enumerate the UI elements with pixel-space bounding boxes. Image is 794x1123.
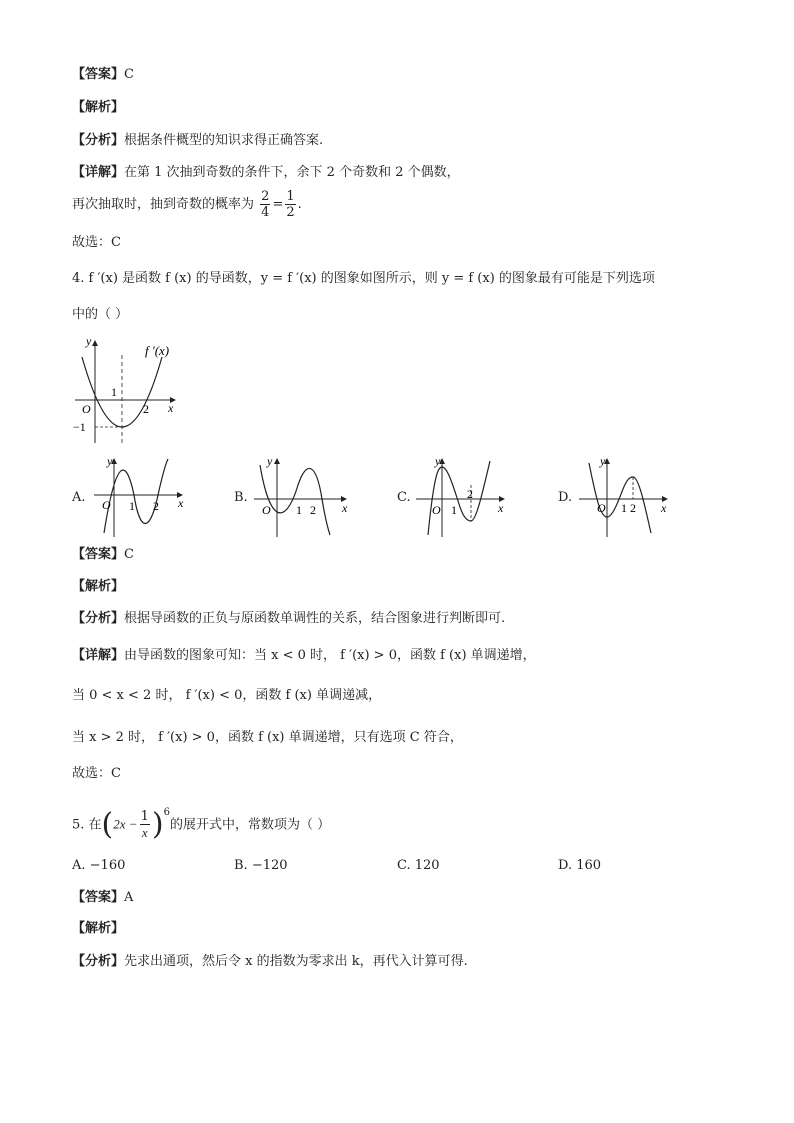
option-a-graph[interactable] bbox=[92, 455, 187, 540]
q3-answer-line bbox=[72, 66, 134, 84]
svg-text:O: O bbox=[102, 498, 111, 512]
option-b-label: B. bbox=[234, 490, 248, 505]
option-d-graph[interactable] bbox=[577, 455, 672, 540]
label-origin: O bbox=[82, 402, 91, 416]
q5-expr: 2x − bbox=[113, 816, 138, 832]
q4-jiexi-line bbox=[72, 578, 124, 596]
svg-text:O: O bbox=[597, 501, 606, 515]
svg-text:y: y bbox=[600, 455, 606, 468]
q5-stem-line bbox=[72, 806, 330, 840]
svg-text:2: 2 bbox=[630, 501, 636, 515]
svg-text:2: 2 bbox=[310, 503, 316, 517]
fraction-1-2: $\frac{1}{2}$ bbox=[286, 189, 295, 220]
fenxi-tag: 【分析】 bbox=[72, 954, 125, 969]
fenxi-text: 根据导函数的正负与原函数单调性的关系，结合图象进行判断即可. bbox=[124, 611, 506, 626]
q4-xiangjie-line-3 bbox=[72, 729, 463, 747]
xiangjie-tag: 【详解】 bbox=[72, 648, 125, 663]
fraction-2-4: $\frac{2}{4}$ bbox=[261, 189, 270, 220]
option-c-graph[interactable] bbox=[414, 455, 509, 540]
choose-text: 故选：C bbox=[72, 235, 121, 250]
label-two: 2 bbox=[143, 402, 149, 416]
xiangjie-tag: 【详解】 bbox=[72, 165, 125, 180]
answer-tag: 【答案】 bbox=[72, 67, 125, 82]
q5-stem-pre: 5. 在 bbox=[72, 817, 102, 833]
q5-jiexi-line bbox=[72, 920, 124, 938]
answer-value: C bbox=[124, 67, 134, 82]
xiangjie-text-1: 由导函数的图象可知：当 x < 0 时， f ′(x) > 0，函数 f (x) 单调递增， bbox=[124, 648, 536, 663]
q5-option-a[interactable]: A. −160 bbox=[72, 858, 126, 873]
q3-fenxi-line bbox=[72, 132, 323, 150]
svg-text:1: 1 bbox=[129, 499, 135, 513]
right-paren: ) bbox=[151, 806, 164, 842]
q4-choose-line bbox=[72, 765, 121, 783]
q4-fenxi-line bbox=[72, 610, 505, 628]
option-b-graph[interactable] bbox=[252, 455, 352, 540]
probability-text: 再次抽取时，抽到奇数的概率为 bbox=[72, 197, 255, 212]
option-c-label: C. bbox=[397, 490, 411, 505]
svg-text:2: 2 bbox=[467, 487, 473, 501]
choose-text: 故选：C bbox=[72, 766, 121, 781]
svg-text:O: O bbox=[262, 503, 271, 517]
q4-stem: 4. f ′(x) 是函数 f (x) 的导函数，y = f ′(x) 的图象如图所示，则 y = f (x) 的图象最有可能是下列选项 bbox=[72, 271, 655, 286]
svg-text:y: y bbox=[107, 455, 113, 468]
q4-xiangjie-line-1 bbox=[72, 647, 536, 665]
svg-text:y: y bbox=[267, 455, 273, 468]
q4-xiangjie-line-2 bbox=[72, 687, 381, 705]
label-y: y bbox=[86, 335, 92, 348]
q5-fenxi-line bbox=[72, 953, 468, 971]
q3-choose-line bbox=[72, 234, 121, 252]
q5-answer-line bbox=[72, 889, 133, 907]
svg-text:x: x bbox=[178, 496, 184, 510]
svg-text:1: 1 bbox=[296, 503, 302, 517]
q4-answer-line bbox=[72, 546, 134, 564]
q5-option-c[interactable]: C. 120 bbox=[397, 858, 440, 873]
fenxi-tag: 【分析】 bbox=[72, 611, 125, 626]
q5-option-b[interactable]: B. −120 bbox=[234, 858, 288, 873]
q4-stem-line-2 bbox=[72, 306, 128, 324]
svg-text:2: 2 bbox=[153, 499, 159, 513]
jiexi-tag: 【解析】 bbox=[72, 579, 125, 594]
q4-stem-cont: 中的（ ） bbox=[72, 307, 129, 322]
jiexi-tag: 【解析】 bbox=[72, 921, 125, 936]
answer-value: A bbox=[124, 890, 134, 905]
svg-text:1: 1 bbox=[451, 503, 457, 517]
svg-text:1: 1 bbox=[621, 501, 627, 515]
answer-value: C bbox=[124, 547, 134, 562]
option-a-label: A. bbox=[72, 490, 86, 505]
answer-tag: 【答案】 bbox=[72, 890, 125, 905]
q3-jiexi-line bbox=[72, 99, 124, 117]
q5-stem-post: 的展开式中，常数项为（ ） bbox=[169, 817, 331, 833]
fenxi-text: 先求出通项，然后令 x 的指数为零求出 k，再代入计算可得. bbox=[124, 954, 468, 969]
fraction-1-x: $\frac{1}{x}$ bbox=[140, 809, 149, 841]
derivative-graph bbox=[70, 335, 185, 450]
label-fprime: f ′(x) bbox=[145, 343, 170, 358]
answer-tag: 【答案】 bbox=[72, 547, 125, 562]
label-neg1: −1 bbox=[73, 420, 86, 434]
option-d-label: D. bbox=[558, 490, 573, 505]
q3-probability-line: 再次抽取时，抽到奇数的概率为 $\frac{2}{4}$ = $\frac{1}{2}$ . bbox=[72, 189, 302, 220]
fenxi-text: 根据条件概型的知识求得正确答案. bbox=[124, 133, 324, 148]
q5-option-d[interactable]: D. 160 bbox=[558, 858, 602, 873]
jiexi-tag: 【解析】 bbox=[72, 100, 125, 115]
left-paren: ( bbox=[101, 806, 114, 842]
xiangjie-text: 在第 1 次抽到奇数的条件下，余下 2 个奇数和 2 个偶数， bbox=[124, 165, 460, 180]
q4-stem-line-1 bbox=[72, 270, 655, 288]
equals-sign: = bbox=[272, 197, 284, 212]
xiangjie-text-2: 当 0 < x < 2 时， f ′(x) < 0，函数 f (x) 单调递减， bbox=[72, 688, 382, 703]
q3-xiangjie-line bbox=[72, 164, 460, 182]
exponent: 6 bbox=[163, 807, 170, 818]
svg-text:x: x bbox=[342, 501, 348, 515]
xiangjie-text-3: 当 x > 2 时， f ′(x) > 0，函数 f (x) 单调递增，只有选项 C 符合， bbox=[72, 730, 463, 745]
svg-text:x: x bbox=[661, 501, 667, 515]
svg-text:y: y bbox=[435, 455, 441, 468]
label-one: 1 bbox=[111, 385, 117, 399]
fenxi-tag: 【分析】 bbox=[72, 133, 125, 148]
svg-text:O: O bbox=[432, 503, 441, 517]
svg-text:x: x bbox=[498, 501, 504, 515]
label-x: x bbox=[168, 401, 174, 415]
